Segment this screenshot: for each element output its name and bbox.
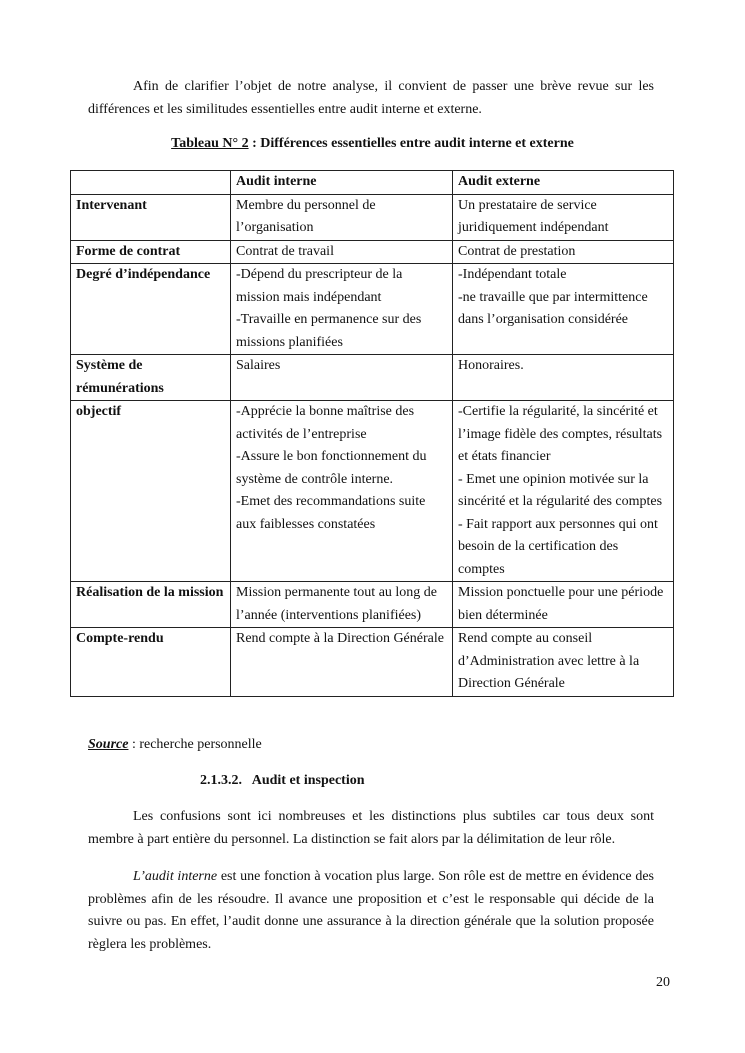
cell-text-line: Salaires <box>236 358 281 373</box>
comparison-table <box>70 170 674 697</box>
cell-audit-interne <box>231 264 453 355</box>
cell-audit-interne <box>231 240 453 264</box>
cell-audit-externe <box>453 240 674 264</box>
row-label-cell: Intervenant <box>71 194 231 240</box>
cell-text-line: -Indépendant totale <box>458 267 567 282</box>
cell-text-line: Rend compte au conseil d’Administration avec lettre à la Direction Générale <box>458 631 640 691</box>
cell-text-line: -Dépend du prescripteur de la mission mais indépendant <box>236 267 403 305</box>
header-cell-audit-externe: Audit externe <box>453 171 674 195</box>
source-label: Source <box>88 737 129 752</box>
row-label-cell: Degré d’indépendance <box>71 264 231 355</box>
table-row <box>71 401 674 582</box>
header-cell-audit-interne: Audit interne <box>231 171 453 195</box>
cell-audit-externe <box>453 628 674 697</box>
cell-audit-interne <box>231 194 453 240</box>
cell-audit-interne <box>231 582 453 628</box>
intro-paragraph: Afin de clarifier l’objet de notre analyse, il convient de passer une brève revue sur les différences et les similitudes essentielles entre audit interne et externe. <box>88 79 654 117</box>
comparison-table-body <box>71 171 674 697</box>
cell-text-line: Un prestataire de service juridiquement indépendant <box>458 197 609 235</box>
cell-audit-interne <box>231 401 453 582</box>
table-row <box>71 240 674 264</box>
cell-text-line: Contrat de travail <box>236 243 334 259</box>
cell-text-line: -Apprécie la bonne maîtrise des activités de l’entreprise <box>236 404 415 442</box>
row-label-cell: Système de rémunérations <box>71 355 231 401</box>
row-label-cell: Forme de contrat <box>71 240 231 264</box>
row-label-cell: objectif <box>71 401 231 582</box>
cell-text-line: - Emet une opinion motivée sur la sincérité et la régularité des comptes <box>458 471 663 509</box>
table-row <box>71 355 674 401</box>
table-caption-text: : Différences essentielles entre audit interne et externe <box>248 136 574 151</box>
cell-text-line: -Assure le bon fonctionnement du système de contrôle interne. <box>236 449 427 487</box>
cell-text-line: -Emet des recommandations suite aux faiblesses constatées <box>236 494 426 532</box>
paragraph-body: est une fonction à vocation plus large. Son rôle est de mettre en évidence des problèmes afin de les résoudre. Il avance une proposition et c’est le responsable qui décide de la suivre ou pas. En effet, l’audit donne une assurance à la direction générale que la solution proposée règlera les problèmes. <box>88 869 654 952</box>
cell-text-line: - Fait rapport aux personnes qui ont besoin de la certification des comptes <box>458 516 658 577</box>
table-row <box>71 628 674 697</box>
cell-text-line: -ne travaille que par intermittence dans l’organisation considérée <box>458 289 648 327</box>
paragraph-audit-interne <box>88 866 654 956</box>
table-source <box>88 737 262 753</box>
paragraph-lead-term: L’audit interne <box>133 869 218 884</box>
cell-text-line: Rend compte à la Direction Générale <box>236 631 444 646</box>
table-row <box>71 582 674 628</box>
source-text: : recherche personnelle <box>128 737 262 752</box>
table-row <box>71 194 674 240</box>
row-label-cell: Compte-rendu <box>71 628 231 697</box>
cell-text-line: Membre du personnel de l’organisation <box>236 197 376 235</box>
cell-audit-externe <box>453 355 674 401</box>
cell-text-line: -Certifie la régularité, la sincérité et l’image fidèle des comptes, résultats et états financier <box>458 404 663 464</box>
section-title: 2.1.3.2. Audit et inspection <box>200 773 365 788</box>
table-row <box>71 264 674 355</box>
row-label-cell: Réalisation de la mission <box>71 582 231 628</box>
table-header-row <box>71 171 674 195</box>
cell-audit-externe <box>453 401 674 582</box>
header-cell-empty <box>71 171 231 195</box>
table-caption <box>0 136 745 152</box>
cell-audit-externe <box>453 264 674 355</box>
cell-audit-interne <box>231 355 453 401</box>
cell-text-line: Mission ponctuelle pour une période bien déterminée <box>458 585 664 623</box>
cell-audit-interne <box>231 628 453 697</box>
cell-text-line: Mission permanente tout au long de l’année (interventions planifiées) <box>236 585 438 623</box>
cell-audit-externe <box>453 582 674 628</box>
table-caption-label: Tableau N° 2 <box>171 136 249 151</box>
cell-text-line: Contrat de prestation <box>458 243 576 259</box>
page-number: 20 <box>656 975 670 990</box>
paragraph-confusions: Les confusions sont ici nombreuses et les distinctions plus subtiles car tous deux sont membre à part entière du personnel. La distinction se fait alors par la délimitation de leur rôle. <box>88 809 654 847</box>
cell-text-line: Honoraires. <box>458 358 524 373</box>
cell-text-line: -Travaille en permanence sur des missions planifiées <box>236 312 422 350</box>
cell-audit-externe <box>453 194 674 240</box>
